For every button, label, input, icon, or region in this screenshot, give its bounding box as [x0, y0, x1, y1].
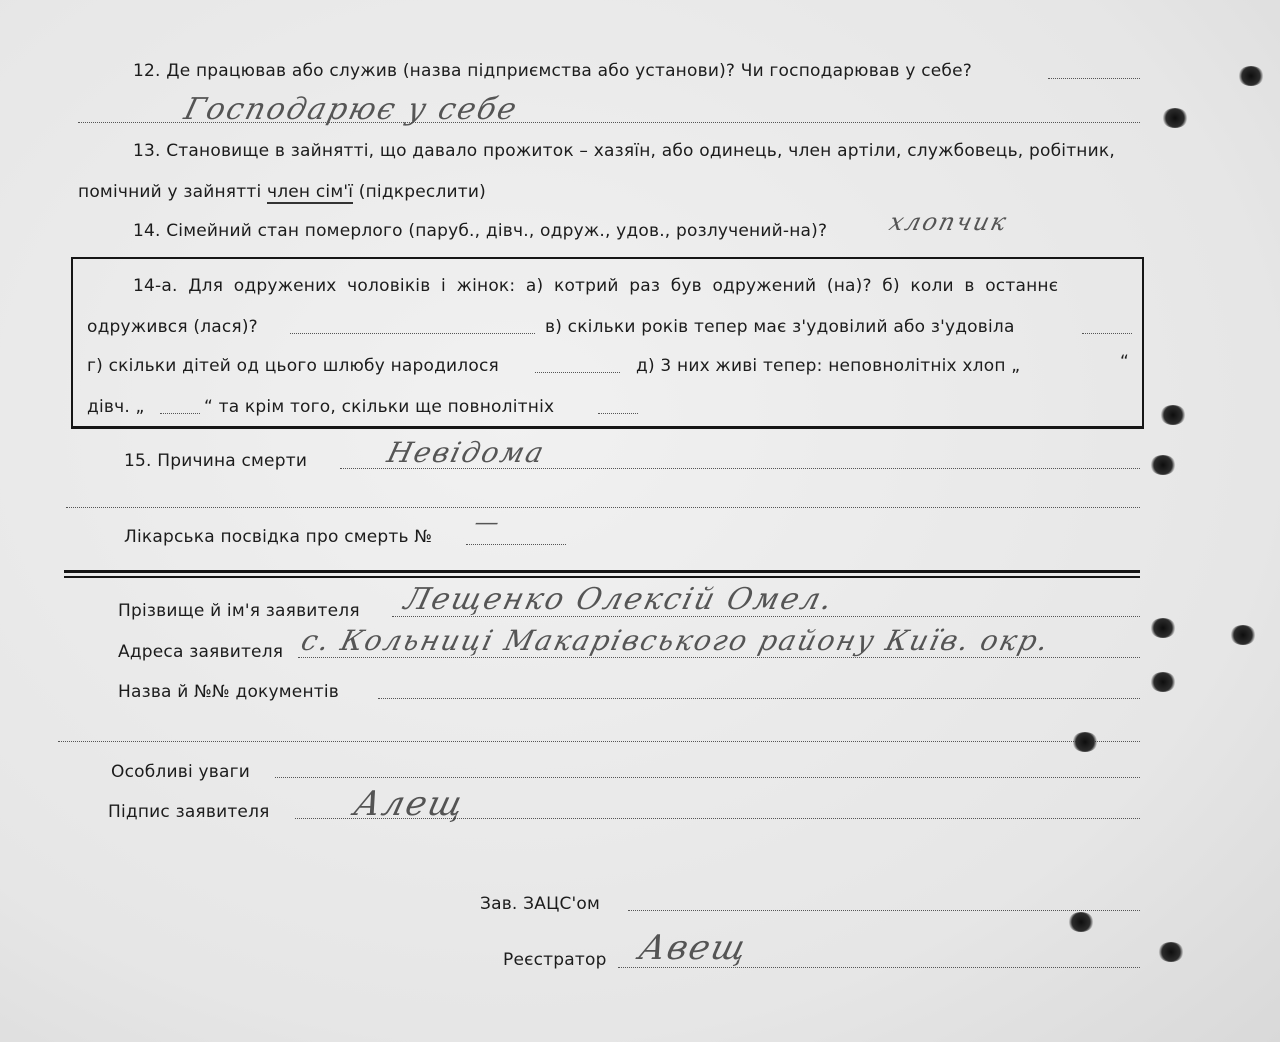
- applicant-address-label: Адреса заявителя: [118, 642, 284, 662]
- punch-hole-mark: [1072, 732, 1098, 752]
- question-14a-line3b: д) 3 них живі тепер: неповнолітніх хлоп „: [636, 356, 1021, 376]
- applicant-documents-second-line: [58, 741, 1140, 742]
- punch-hole-mark: [1150, 618, 1176, 638]
- question-14a-dots-4b: [598, 413, 638, 414]
- medical-certificate-answer: —: [471, 508, 505, 536]
- applicant-documents-label: Назва й №№ документів: [118, 682, 340, 702]
- question-14a-dots-4a: [160, 413, 200, 414]
- question-14a-line1: 14-а. Для одружених чоловіків і жінок: а) котрий раз був одружений (на)? б) коли в останнє: [133, 276, 1059, 296]
- question-13-line2-pre: помічний у зайнятті: [78, 182, 267, 202]
- question-15-answer: Невідома: [383, 436, 549, 469]
- applicant-signature-label: Підпис заявителя: [108, 802, 270, 822]
- question-14a-dots-2b: [1082, 333, 1132, 334]
- applicant-notes-label: Особливі уваги: [111, 762, 250, 782]
- question-12-answer: Господарює у себе: [180, 92, 522, 127]
- question-14a-dots-3a: [535, 372, 620, 373]
- punch-hole-mark: [1150, 672, 1176, 692]
- question-13-line1: 13. Становище в зайнятті, що давало прожиток – хазяїн, або одинець, член артіли, службовець, робітник,: [133, 141, 1115, 161]
- question-14a-dots-2a: [290, 333, 535, 334]
- question-12-answer-line: [78, 122, 1140, 123]
- question-14a-line2a: одружився (лася)?: [87, 317, 258, 337]
- question-14a-line3a: г) скільки дітей од цього шлюбу народилося: [87, 356, 499, 376]
- question-12-label: 12. Де працював або служив (назва підприємства або установи)? Чи господарював у себе?: [133, 61, 972, 81]
- question-13-line2-post: (підкреслити): [353, 182, 486, 202]
- question-15-second-line: [66, 507, 1140, 508]
- question-14-label: 14. Сімейний стан померлого (паруб., дівч., одруж., удов., розлучений-на)?: [133, 221, 828, 241]
- punch-hole-mark: [1158, 942, 1184, 962]
- medical-certificate-dotted-line: [466, 544, 566, 545]
- applicant-signature: Алещ: [350, 784, 470, 824]
- punch-hole-mark: [1160, 405, 1186, 425]
- head-zags-label: Зав. ЗАЦС'ом: [480, 894, 601, 914]
- question-14a-line3c: “: [1120, 352, 1130, 372]
- question-13-underlined-choice: член сім'ї: [266, 182, 354, 202]
- question-14a-line4b: “ та крім того, скільки ще повнолітніх: [204, 397, 555, 417]
- punch-hole-mark: [1150, 455, 1176, 475]
- head-zags-dotted-line: [628, 910, 1140, 911]
- question-13-line2: [78, 182, 486, 202]
- applicant-address-value: с. Кольниці Макарівського району Київ. окр.: [297, 624, 1054, 657]
- punch-hole-mark: [1238, 66, 1264, 86]
- question-12-dotted-line: [1048, 78, 1140, 79]
- punch-hole-mark: [1068, 912, 1094, 932]
- applicant-name-value: Лещенко Олексій Омел.: [400, 582, 838, 617]
- punch-hole-mark: [1162, 108, 1188, 128]
- question-15-label: 15. Причина смерти: [124, 451, 308, 471]
- section-divider-bottom: [64, 576, 1140, 578]
- applicant-name-label: Прізвище й ім'я заявителя: [118, 601, 360, 621]
- question-14a-line2b: в) скільки років тепер має з'удовілий або з'удовіла: [545, 317, 1015, 337]
- section-divider-top: [64, 570, 1140, 573]
- question-14-answer: хлопчик: [886, 208, 1011, 236]
- punch-hole-mark: [1230, 625, 1256, 645]
- registrar-label: Реєстратор: [503, 950, 607, 970]
- question-14a-line4a: дівч. „: [87, 397, 145, 417]
- registrar-signature: Авещ: [635, 928, 753, 968]
- applicant-notes-dotted-line: [275, 777, 1140, 778]
- medical-certificate-label: Лікарська посвідка про смерть №: [124, 527, 433, 547]
- applicant-address-dotted-line: [298, 657, 1140, 658]
- applicant-documents-dotted-line: [378, 698, 1140, 699]
